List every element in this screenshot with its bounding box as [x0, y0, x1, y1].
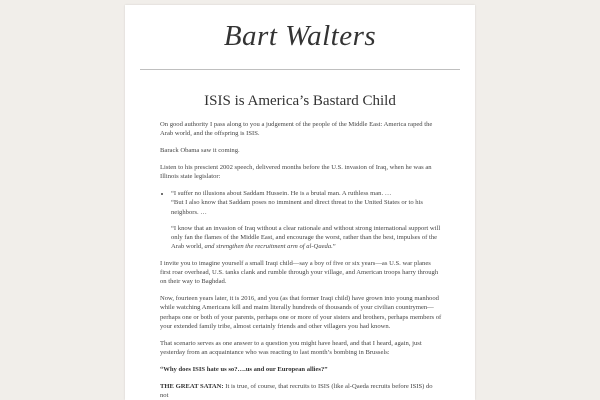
paragraph — [160, 365, 442, 374]
paragraph — [160, 382, 442, 400]
quote-block — [171, 189, 442, 217]
site-title-link[interactable]: Bart Walters — [223, 20, 377, 52]
post-content — [160, 120, 442, 400]
quote-block — [171, 224, 442, 252]
page-sheet — [125, 5, 475, 400]
bold-question: “Why does ISIS hate us so?….us and our European allies?” — [160, 365, 328, 373]
quote-list — [160, 189, 442, 252]
post-title: ISIS is America’s Bastard Child — [204, 93, 396, 109]
section-heading: THE GREAT SATAN: — [160, 382, 224, 390]
header-divider — [140, 69, 460, 70]
quote-line: “But I also know that Saddam poses no imminent and direct threat to the United States or to his neighbors. … — [171, 199, 423, 216]
paragraph: That scenario serves as one answer to a question you might have heard, and that I heard, again, just yesterday from an acquaintance who was reacting to last month’s bombing in Brussels: — [160, 339, 422, 357]
quote-close: ” — [332, 243, 336, 251]
quote-emphasis: and strengthen the recruitment arm of al-Qaeda. — [204, 243, 333, 251]
paragraph: Now, fourteen years later, it is 2016, and you (as that former Iraqi child) have grown into young manhood while watching Americans kill and maim literally hundreds of thousands of your civilian countrymen—perhaps one or both of your parents, perhaps one or more of your sisters and brothers, perhaps members of your extended family tribe, almost certainly friends and other villagers you had known. — [160, 295, 442, 331]
paragraph: On good authority I pass along to you a judgement of the people of the Middle East: America raped the Arab world, and the offspring is ISIS. — [160, 121, 433, 138]
paragraph-text: It is true, of course, that recruits to ISIS (like al-Qaeda recruits before ISIS) do not — [160, 382, 433, 400]
paragraph: Listen to his prescient 2002 speech, delivered months before the U.S. invasion of Iraq, when he was an Illinois state legislator: — [160, 163, 432, 181]
paragraph: Barack Obama saw it coming. — [160, 147, 240, 155]
quote-line: “I suffer no illusions about Saddam Hussein. He is a brutal man. A ruthless man. … — [171, 189, 392, 197]
paragraph: I invite you to imagine yourself a small Iraqi child—say a boy of five or six years—as U.S. war planes first roar overhead, U.S. tanks clank and rumble through your village, and American troops harry through on their way to Baghdad. — [160, 259, 439, 286]
quote-line: “I know that an invasion of Iraq without a clear rationale and without strong international support will only fan the flames of the Middle East, and encourage the worst, rather than the best, impulses of the Arab world, — [171, 224, 441, 251]
list-item — [171, 189, 442, 252]
